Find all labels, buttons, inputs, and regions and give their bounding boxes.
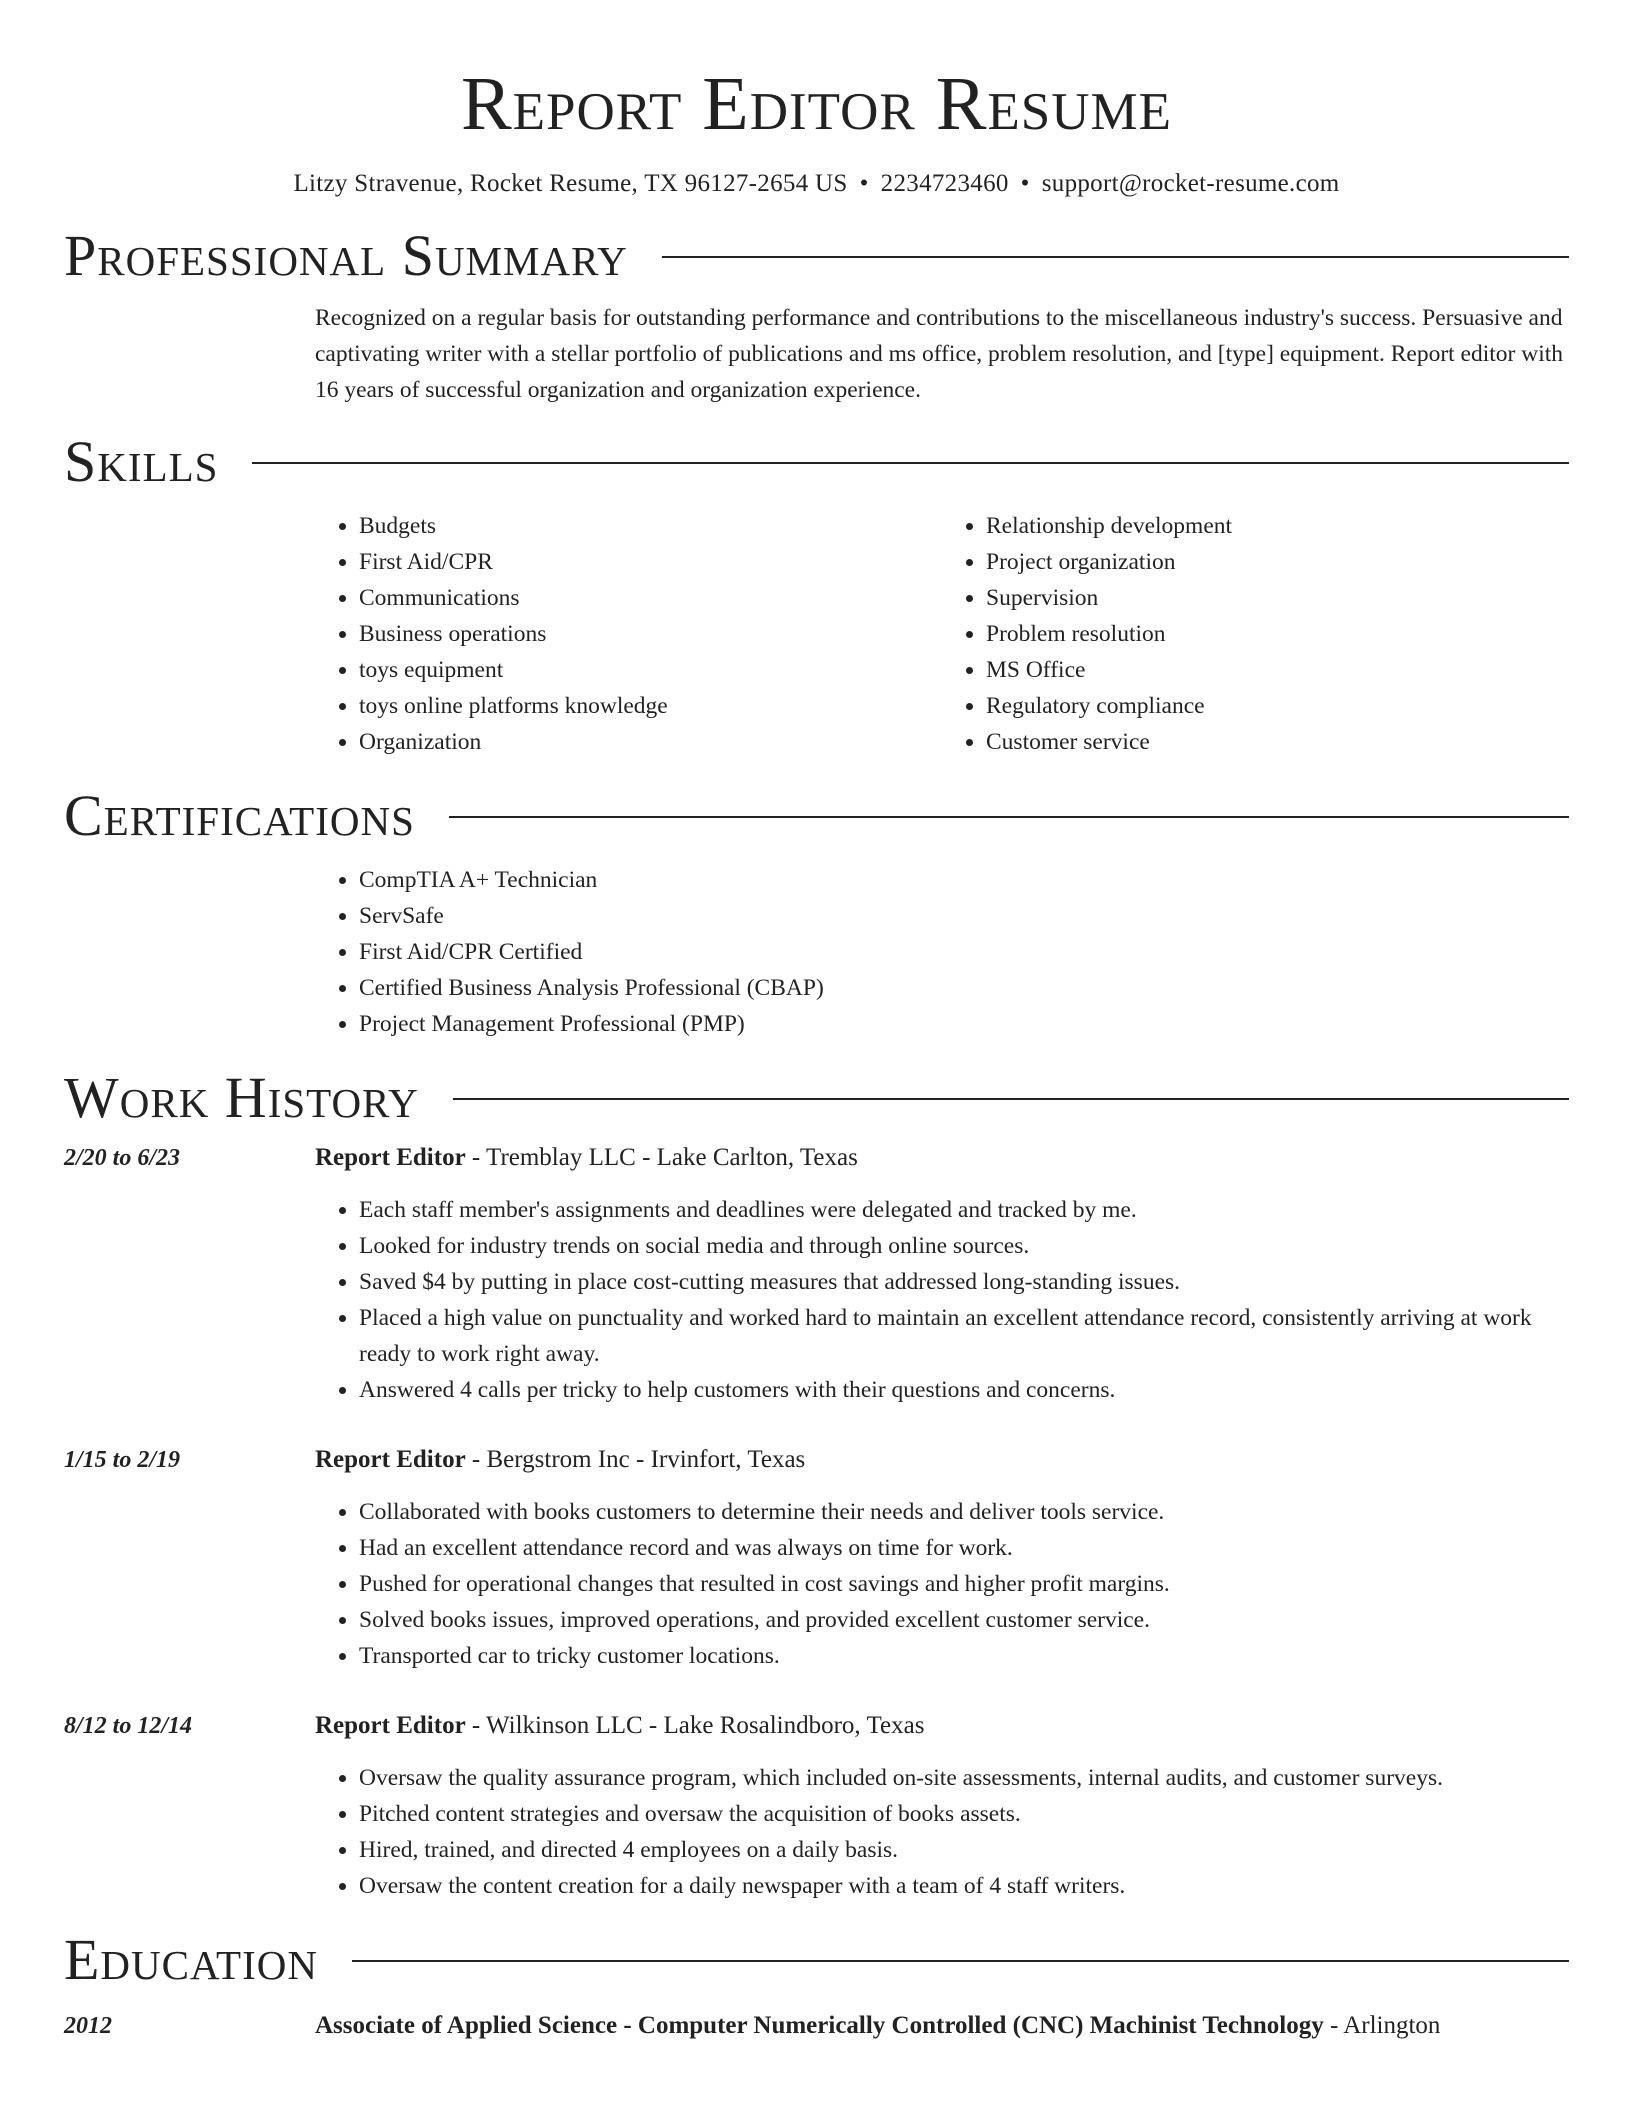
skill-item: • Communications: [359, 580, 942, 616]
certifications-list: [315, 862, 1569, 1042]
job-employer: - Bergstrom Inc - Irvinfort, Texas: [465, 1446, 806, 1473]
contact-separator: •: [859, 170, 869, 197]
section-title-education: Education: [64, 1927, 318, 1992]
section-header-certifications: [64, 784, 1569, 848]
work-entry: [64, 1442, 1569, 1674]
skill-item: • Problem resolution: [986, 616, 1569, 652]
skill-item: • Organization: [359, 724, 942, 760]
section-header-skills: [64, 430, 1569, 494]
skill-item: • Customer service: [986, 724, 1569, 760]
certification-item: • Certified Business Analysis Professional (CBAP): [359, 970, 1569, 1006]
resume-title: Report Editor Resume: [460, 62, 1173, 146]
skill-item: • First Aid/CPR: [359, 544, 942, 580]
contact-separator: •: [1020, 170, 1030, 197]
work-bullet: • Oversaw the quality assurance program, which included on-site assessments, internal audits, and customer surveys.: [359, 1760, 1569, 1796]
contact-phone: 2234723460: [880, 170, 1009, 197]
job-employer: - Wilkinson LLC - Lake Rosalindboro, Texas: [465, 1712, 925, 1739]
work-heading: [315, 1140, 1569, 1176]
work-entry: [64, 1140, 1569, 1408]
work-bullets: [315, 1494, 1569, 1674]
skill-item: • Supervision: [986, 580, 1569, 616]
work-bullets: [315, 1760, 1569, 1904]
education-heading: [315, 2008, 1569, 2044]
skills-list-left: [315, 508, 942, 760]
work-dates: 8/12 to 12/14: [64, 1713, 193, 1739]
section-divider: [252, 462, 1569, 464]
section-divider: [449, 816, 1569, 818]
job-title: Report Editor: [315, 1144, 466, 1171]
work-bullets: [315, 1192, 1569, 1408]
degree-title: Associate of Applied Science - Computer Numerically Controlled (CNC) Machinist Technology: [315, 2012, 1324, 2039]
work-bullet: • Answered 4 calls per tricky to help customers with their questions and concerns.: [359, 1372, 1569, 1408]
skill-item: • Budgets: [359, 508, 942, 544]
work-bullet: • Hired, trained, and directed 4 employees on a daily basis.: [359, 1832, 1569, 1868]
section-divider: [453, 1098, 1569, 1100]
education-entry: [64, 2008, 1569, 2044]
work-heading: [315, 1442, 1569, 1478]
work-bullet: • Had an excellent attendance record and was always on time for work.: [359, 1530, 1569, 1566]
work-bullet: • Looked for industry trends on social media and through online sources.: [359, 1228, 1569, 1264]
summary-text: Recognized on a regular basis for outstanding performance and contributions to the miscellaneous industry's success. Persuasive and captivating writer with a stellar portfolio of publications and ms office, problem resolution, and [type] equipment. Report editor with 16 years of successful organization and organization experience.: [315, 305, 1564, 403]
work-bullet: • Pushed for operational changes that resulted in cost savings and higher profit margins.: [359, 1566, 1569, 1602]
section-header-education: [64, 1928, 1569, 1992]
job-title: Report Editor: [315, 1712, 466, 1739]
skills-columns: [315, 508, 1569, 760]
certification-item: • CompTIA A+ Technician: [359, 862, 1569, 898]
section-header-work-history: [64, 1066, 1569, 1130]
work-bullet: • Pitched content strategies and oversaw the acquisition of books assets.: [359, 1796, 1569, 1832]
job-title: Report Editor: [315, 1446, 466, 1473]
skill-item: • Regulatory compliance: [986, 688, 1569, 724]
work-bullet: • Saved $4 by putting in place cost-cutting measures that addressed long-standing issues.: [359, 1264, 1569, 1300]
work-entry: [64, 1708, 1569, 1904]
work-bullet: • Solved books issues, improved operations, and provided excellent customer service.: [359, 1602, 1569, 1638]
resume-page: [64, 0, 1569, 2044]
section-title-certifications: Certifications: [64, 783, 415, 848]
contact-email: support@rocket-resume.com: [1041, 170, 1340, 197]
section-title-skills: Skills: [64, 429, 219, 494]
education-dates: 2012: [64, 2013, 112, 2039]
skills-list-right: [942, 508, 1569, 760]
section-header-summary: [64, 224, 1569, 288]
work-dates: 2/20 to 6/23: [64, 1145, 181, 1171]
skill-item: • MS Office: [986, 652, 1569, 688]
section-divider: [352, 1960, 1569, 1962]
work-bullet: • Transported car to tricky customer locations.: [359, 1638, 1569, 1674]
job-employer: - Tremblay LLC - Lake Carlton, Texas: [465, 1144, 858, 1171]
certification-item: • First Aid/CPR Certified: [359, 934, 1569, 970]
skill-item: • Project organization: [986, 544, 1569, 580]
skill-item: • Business operations: [359, 616, 942, 652]
work-dates: 1/15 to 2/19: [64, 1447, 181, 1473]
skill-item: • toys equipment: [359, 652, 942, 688]
work-bullet: • Placed a high value on punctuality and worked hard to maintain an excellent attendance record, consistently arriving at work ready to work right away.: [359, 1300, 1569, 1372]
section-title-work-history: Work History: [64, 1065, 419, 1130]
skill-item: • Relationship development: [986, 508, 1569, 544]
certification-item: • Project Management Professional (PMP): [359, 1006, 1569, 1042]
contact-line: [64, 170, 1569, 198]
skill-item: • toys online platforms knowledge: [359, 688, 942, 724]
section-divider: [662, 256, 1569, 258]
work-bullet: • Each staff member's assignments and deadlines were delegated and tracked by me.: [359, 1192, 1569, 1228]
contact-address: Litzy Stravenue, Rocket Resume, TX 96127-2654 US: [293, 170, 848, 197]
work-bullet: • Oversaw the content creation for a daily newspaper with a team of 4 staff writers.: [359, 1868, 1569, 1904]
education-school: - Arlington: [1323, 2012, 1441, 2039]
certification-item: • ServSafe: [359, 898, 1569, 934]
work-heading: [315, 1708, 1569, 1744]
section-title-summary: Professional Summary: [64, 223, 628, 288]
work-bullet: • Collaborated with books customers to determine their needs and deliver tools service.: [359, 1494, 1569, 1530]
